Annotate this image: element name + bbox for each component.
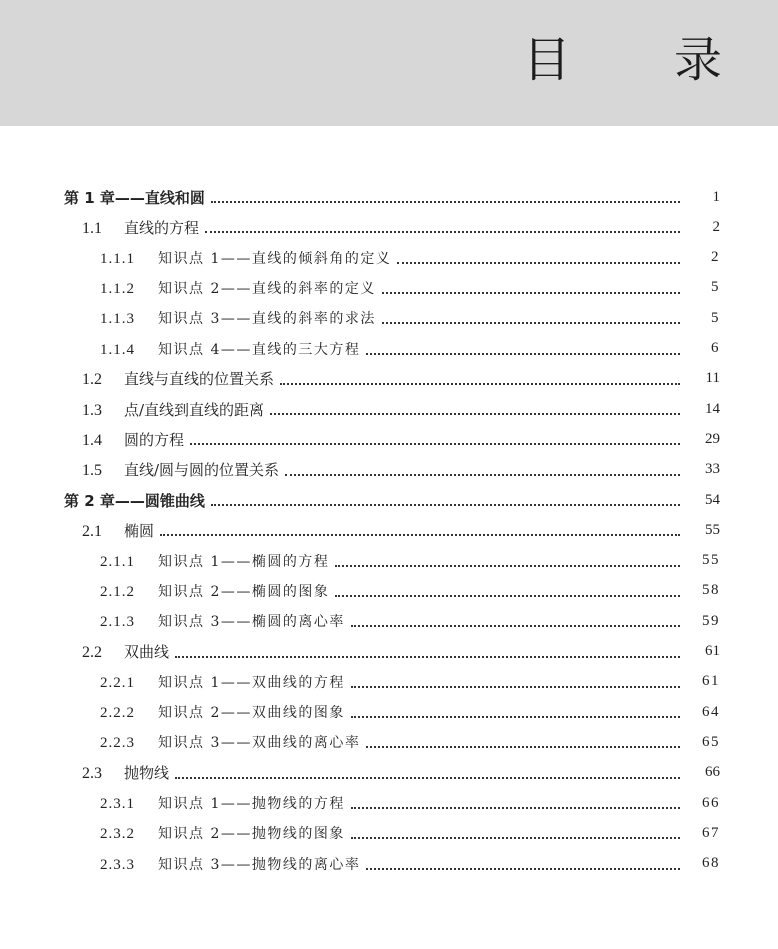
toc-page-number: 55 bbox=[705, 521, 720, 538]
dot-leader bbox=[211, 195, 680, 203]
toc-entry-number: 1.1.3 bbox=[100, 311, 135, 328]
toc-page-number: 33 bbox=[705, 461, 720, 478]
toc-page-number: 5 bbox=[711, 309, 720, 326]
toc-entry-number: 1.1.4 bbox=[100, 341, 135, 358]
toc-entry-title: 直线的方程 bbox=[124, 218, 200, 237]
toc-page-number: 66 bbox=[702, 794, 720, 811]
header-band bbox=[0, 0, 778, 126]
toc-entry-label bbox=[100, 551, 329, 571]
toc-entry-label bbox=[100, 823, 345, 843]
toc-entry-label bbox=[100, 308, 376, 328]
toc-entry-title: 知识点 1——椭圆的方程 bbox=[158, 553, 330, 570]
toc-page-number: 61 bbox=[702, 673, 720, 690]
toc-entry-title: 知识点 2——直线的斜率的定义 bbox=[158, 280, 376, 297]
toc-entry-number: 2.3 bbox=[82, 765, 102, 783]
toc-entry-title: 直线与直线的位置关系 bbox=[124, 370, 275, 389]
toc-page-number: 55 bbox=[702, 552, 720, 569]
toc-entry-title: 知识点 2——双曲线的图象 bbox=[158, 705, 345, 722]
toc-entry-title: 知识点 3——椭圆的离心率 bbox=[158, 614, 345, 631]
toc-entry-label bbox=[100, 793, 345, 813]
dot-leader bbox=[335, 559, 680, 567]
toc-entry-label bbox=[100, 611, 345, 631]
toc-entry-number: 2.2.1 bbox=[100, 674, 135, 691]
toc-entry-number: 1.2 bbox=[82, 371, 102, 389]
toc-entry-label bbox=[82, 217, 199, 238]
toc-subsection-entry[interactable] bbox=[100, 818, 720, 848]
toc-page-number: 5 bbox=[711, 279, 720, 296]
toc-entry-title: 第 2 章——圆锥曲线 bbox=[64, 491, 205, 510]
toc-page-number: 2 bbox=[711, 249, 720, 266]
toc-entry-title: 知识点 3——直线的斜率的求法 bbox=[158, 311, 376, 328]
dot-leader bbox=[382, 286, 680, 294]
toc-entry-number: 1.3 bbox=[82, 401, 102, 419]
toc-entry-number: 2.3.1 bbox=[100, 796, 135, 812]
toc-entry-title: 知识点 1——直线的倾斜角的定义 bbox=[158, 250, 392, 267]
toc-chapter-entry[interactable] bbox=[64, 485, 720, 515]
dot-leader bbox=[190, 437, 680, 445]
toc-subsection-entry[interactable] bbox=[100, 697, 720, 727]
toc-page-number: 6 bbox=[711, 340, 720, 356]
dot-leader bbox=[160, 528, 680, 536]
toc-subsection-entry[interactable] bbox=[100, 606, 720, 636]
toc-subsection-entry[interactable] bbox=[100, 667, 720, 697]
toc-entry-number: 2.2 bbox=[82, 644, 102, 661]
toc-entry-title: 知识点 3——双曲线的离心率 bbox=[158, 735, 361, 752]
toc-subsection-entry[interactable] bbox=[100, 334, 720, 364]
toc-page-number: 61 bbox=[705, 643, 720, 659]
toc-page-number: 65 bbox=[702, 733, 720, 750]
toc-page-number: 66 bbox=[705, 764, 720, 781]
toc-entry-label bbox=[100, 732, 360, 752]
toc-page-number: 59 bbox=[702, 612, 720, 629]
toc-entry-label bbox=[82, 459, 279, 480]
toc-chapter-entry[interactable] bbox=[64, 182, 720, 212]
dot-leader bbox=[175, 650, 680, 658]
dot-leader bbox=[366, 347, 680, 355]
dot-leader bbox=[335, 589, 680, 597]
toc-page-number: 68 bbox=[702, 855, 720, 872]
toc-page-number: 11 bbox=[705, 370, 720, 387]
dot-leader bbox=[351, 619, 680, 627]
toc-entry-label bbox=[100, 278, 376, 298]
toc-entry-number: 1.1 bbox=[82, 219, 102, 237]
toc-entry-title: 知识点 2——抛物线的图象 bbox=[158, 826, 345, 843]
toc-entry-number: 2.1 bbox=[82, 522, 102, 540]
dot-leader bbox=[205, 225, 680, 233]
toc-entry-number: 2.3.2 bbox=[100, 826, 135, 843]
dot-leader bbox=[382, 316, 680, 324]
toc-section-entry[interactable] bbox=[82, 455, 720, 485]
toc-page-number: 2 bbox=[712, 218, 720, 235]
toc-entry-title: 抛物线 bbox=[124, 764, 170, 783]
toc-entry-label bbox=[100, 702, 345, 722]
toc-section-entry[interactable] bbox=[82, 394, 720, 424]
toc-section-entry[interactable] bbox=[82, 515, 720, 545]
dot-leader bbox=[211, 498, 680, 506]
toc-entry-number: 2.3.3 bbox=[100, 856, 135, 873]
dot-leader bbox=[351, 710, 680, 718]
toc-entry-number: 1.1.1 bbox=[100, 250, 135, 267]
toc-entry-title: 双曲线 bbox=[124, 643, 170, 661]
toc-entry-label bbox=[82, 368, 274, 389]
toc-entry-label bbox=[82, 520, 154, 541]
toc-section-entry[interactable] bbox=[82, 758, 720, 788]
toc-entry-number: 1.5 bbox=[82, 462, 102, 480]
toc-subsection-entry[interactable] bbox=[100, 243, 720, 273]
toc-entry-label bbox=[64, 187, 205, 208]
dot-leader bbox=[270, 407, 680, 415]
toc-section-entry[interactable] bbox=[82, 212, 720, 242]
toc-page-number: 14 bbox=[705, 400, 720, 417]
dot-leader bbox=[285, 468, 680, 476]
toc-entry-label bbox=[82, 399, 264, 420]
toc-page-number: 58 bbox=[702, 582, 720, 599]
toc-entry-number: 1.4 bbox=[82, 431, 102, 449]
toc-entry-label bbox=[100, 339, 360, 359]
toc-subsection-entry[interactable] bbox=[100, 273, 720, 303]
page-title: 目 录 bbox=[522, 32, 766, 88]
toc-entry-number: 1.1.2 bbox=[100, 280, 135, 297]
toc-section-entry[interactable] bbox=[82, 637, 720, 667]
toc-subsection-entry[interactable] bbox=[100, 727, 720, 757]
toc-subsection-entry[interactable] bbox=[100, 788, 720, 818]
toc-subsection-entry[interactable] bbox=[100, 576, 720, 606]
toc-entry-title: 点/直线到直线的距离 bbox=[124, 400, 265, 419]
toc-subsection-entry[interactable] bbox=[100, 849, 720, 879]
toc-page-number: 64 bbox=[702, 703, 720, 720]
toc-subsection-entry[interactable] bbox=[100, 303, 720, 333]
toc-entry-title: 知识点 1——抛物线的方程 bbox=[158, 796, 345, 812]
toc-entry-label bbox=[100, 854, 360, 874]
toc-page-number: 1 bbox=[712, 188, 720, 205]
toc-entry-number: 2.1.3 bbox=[100, 614, 135, 631]
toc-entry-label bbox=[64, 490, 205, 511]
toc-page-number: 54 bbox=[705, 491, 720, 508]
dot-leader bbox=[351, 801, 680, 809]
dot-leader bbox=[351, 680, 680, 688]
toc-entry-title: 知识点 3——抛物线的离心率 bbox=[158, 856, 361, 873]
dot-leader bbox=[397, 256, 680, 264]
toc-entry-label bbox=[100, 581, 329, 601]
toc-entry-number: 2.1.1 bbox=[100, 553, 135, 570]
toc-page-number: 67 bbox=[702, 824, 720, 841]
toc-entry-label bbox=[100, 248, 391, 268]
toc-entry-title: 椭圆 bbox=[124, 521, 155, 540]
toc-entry-title: 第 1 章——直线和圆 bbox=[64, 188, 205, 207]
dot-leader bbox=[366, 740, 680, 748]
toc-entry-title: 知识点 2——椭圆的图象 bbox=[158, 583, 330, 600]
toc-section-entry[interactable] bbox=[82, 424, 720, 454]
toc-section-entry[interactable] bbox=[82, 364, 720, 394]
toc-entry-title: 直线/圆与圆的位置关系 bbox=[124, 461, 280, 480]
toc-page-number: 29 bbox=[705, 430, 720, 447]
toc-entry-label bbox=[82, 762, 169, 783]
toc-entry-title: 知识点 1——双曲线的方程 bbox=[158, 674, 345, 691]
toc-entry-number: 2.2.2 bbox=[100, 705, 135, 722]
toc-subsection-entry[interactable] bbox=[100, 546, 720, 576]
toc-entry-label bbox=[100, 672, 345, 692]
toc-entry-number: 2.2.3 bbox=[100, 735, 135, 752]
toc-entry-number: 2.1.2 bbox=[100, 583, 135, 600]
dot-leader bbox=[351, 831, 680, 839]
toc-entry-label bbox=[82, 429, 184, 450]
dot-leader bbox=[175, 771, 680, 779]
toc-entry-label bbox=[82, 641, 169, 662]
toc-entry-title: 知识点 4——直线的三大方程 bbox=[158, 341, 361, 358]
dot-leader bbox=[366, 862, 680, 870]
toc-entry-title: 圆的方程 bbox=[124, 430, 185, 449]
dot-leader bbox=[280, 377, 680, 385]
